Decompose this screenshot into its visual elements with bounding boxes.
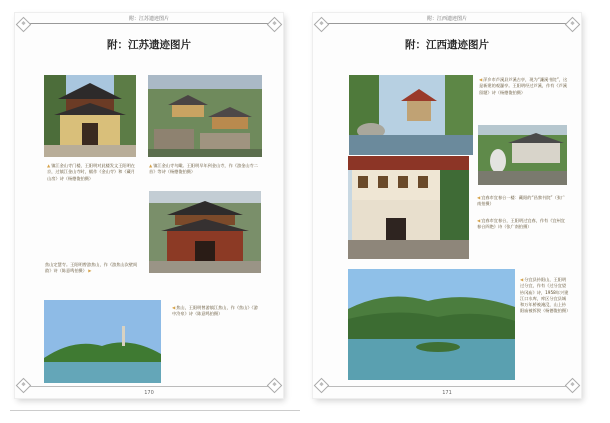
triangle-marker-icon: ▲ (149, 163, 153, 168)
running-head: 附：江苏遗迹图片 (128, 16, 169, 22)
caption-jinshan-gate: ▲镇江金山寺门楼，王阳明对此楼发文王阳明在京，过镇江金山寺时，赋作《金山寺》和《藏月山房》诗（杨德俊拍摄） (47, 163, 135, 181)
caption-qianyang-mountain: ◀分宜县钤阳山，王阳明过分宜，作有《过分宜望钤冈庙》诗，1958年兴建江口水库，库区分宜县城和万年桥被淹没，山上钤阳庙被拆毁（杨德俊拍摄） (520, 277, 571, 314)
caption-jinshan-aerial: ▲镇江金山寺鸟瞰。王阳明早年到金山寺，作《游金山寺二首》等诗（杨德俊拍摄） (149, 163, 258, 175)
triangle-marker-icon: ◀ (477, 218, 481, 223)
header-rule (321, 23, 573, 24)
triangle-marker-icon: ◀ (520, 277, 524, 282)
triangle-marker-icon: ▶ (88, 268, 92, 274)
running-head: 附：江西遗迹图片 (426, 16, 467, 22)
photo-jinshan-gate (44, 75, 136, 157)
caption-jiaoshan: ◀焦山，王阳明曾游镇江焦山，作《焦山》《游中泠泉》诗（陈意鸣拍摄） (172, 305, 258, 317)
photo-yichun-terrace (348, 156, 469, 259)
triangle-marker-icon: ◀ (477, 195, 481, 200)
page-title: 附：江西遗迹图片 (405, 39, 489, 51)
triangle-marker-icon: ▲ (47, 163, 51, 168)
header-rule (23, 23, 275, 24)
photo-jiaoshan (44, 300, 161, 383)
right-page (313, 13, 581, 398)
left-page (15, 13, 283, 398)
page-shadow (10, 410, 300, 411)
photo-dinghui-temple (149, 191, 261, 273)
caption-dinghui-temple: 焦山定慧寺。王阳明曾游焦山，作《游焦山次壁间韵》诗（陈意鸣拍摄） ▶ (45, 262, 138, 274)
triangle-marker-icon: ◀ (479, 77, 483, 82)
photo-jinshan-aerial (148, 75, 262, 157)
footer-rule (321, 386, 573, 387)
caption-yichun-terrace: ◀宜春市宜春台，王阳明过宜春，作有《宜州宜春台四绝》诗（张广南拍摄） (477, 218, 565, 230)
page-number: 170 (144, 390, 154, 396)
footer-rule (23, 386, 275, 387)
page-number: 171 (442, 390, 452, 396)
caption-changli-academy: ◀宜春市宜春台一楼：藏阳的“昌黎书院”（张广南拍摄） (477, 195, 566, 207)
photo-luxi-pavilion (349, 75, 473, 155)
page-title: 附：江苏遗迹图片 (107, 39, 191, 51)
photo-qianyang-mountain (348, 269, 515, 380)
caption-luxi-pavilion: ◀萍乡市芦溪县芦溪古亭，现为“濂溪书院”，这是新建的观瀑亭。王阳明经过芦溪，作有《芦溪留题》诗（杨德俊拍摄） (479, 77, 568, 95)
triangle-marker-icon: ◀ (172, 305, 176, 310)
photo-xianju-village (478, 125, 567, 185)
